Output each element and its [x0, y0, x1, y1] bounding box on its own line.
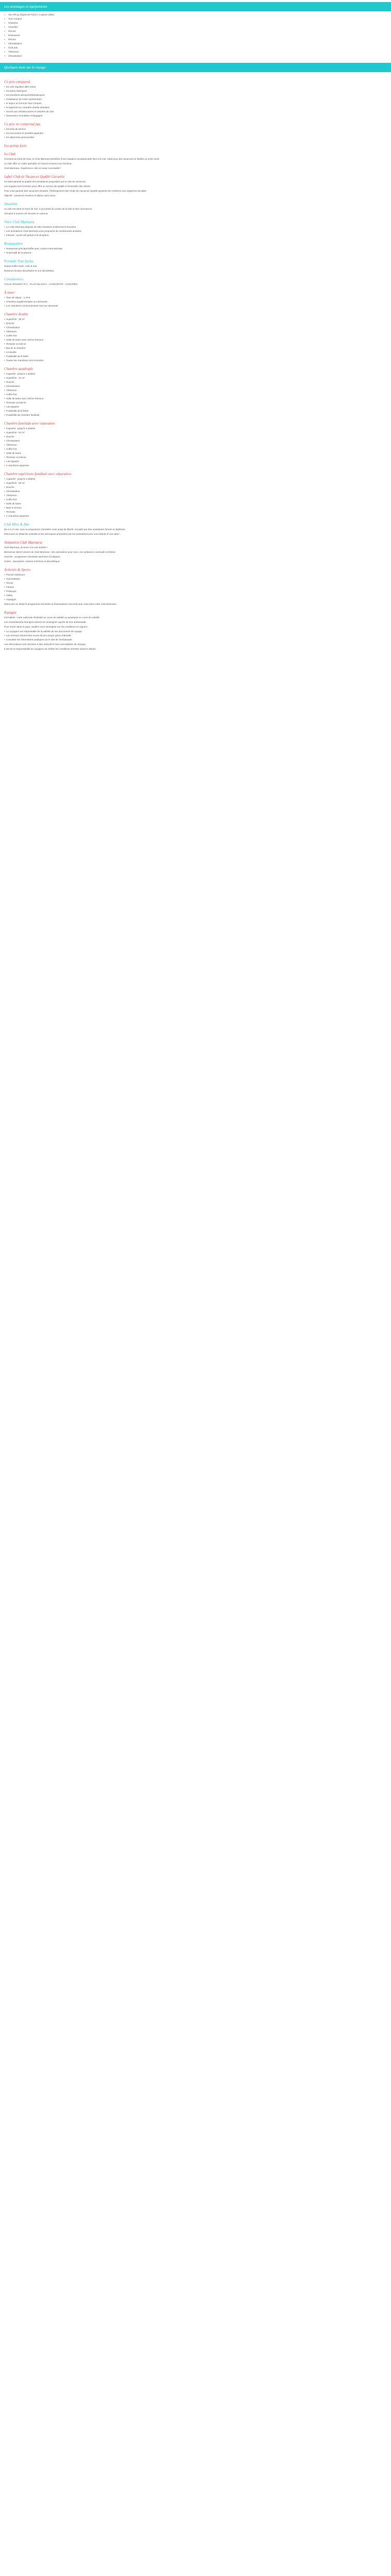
bullet-item: • Chambre supplémentaire sur demande. [4, 300, 387, 303]
section-bullets [4, 478, 387, 518]
bullet-item: • Coffre-fort [4, 498, 387, 501]
section-heading: Votre Club Marmara [4, 220, 35, 224]
bullet-item: • Terrasse ou balcon [4, 401, 387, 404]
bullet-item: • les transferts aéroport/hôtel/aéroport [4, 94, 387, 97]
section-paragraph: Journée : programme d'activités sportives et ludiques. [4, 555, 61, 558]
bullet-item: • Lits séparés [4, 460, 387, 463]
bullet-item: • les taxes d'aéroport [4, 90, 387, 93]
section-heading: Coordonnées [4, 277, 24, 281]
info-section [4, 144, 387, 147]
section-bullets [4, 247, 387, 255]
section-heading: À noter [4, 291, 15, 295]
info-section [4, 422, 387, 467]
section-paragraph: De 4 à 17 ans, tout un programme d'activités mais aussi de liberté, encadré par des animateurs formés et diplômés. [4, 528, 126, 531]
bullet-item: • Douche [4, 435, 387, 438]
info-section [4, 221, 387, 237]
bullet-item: • Terrasse [4, 511, 387, 514]
bullet-item: • Bain à remous [4, 506, 387, 510]
bullet-item: • Télévision [4, 444, 387, 447]
bullet-item: • Télévision [4, 330, 387, 333]
equipment-item: • Vol A/R au départ de Paris (+4 autres villes) [0, 13, 391, 16]
section-heading: Le Club [4, 152, 16, 156]
info-section [4, 242, 387, 255]
section-paragraph: Il est de la responsabilité du voyageur de vérifier les conditions d'entrée avant le départ. [4, 648, 96, 650]
bullet-item: • 2 chambres séparées [4, 464, 387, 467]
section-paragraph: Le club offre un cadre agréable où chacun trouvera son bonheur. [4, 162, 72, 165]
section-heading: Les points forts [4, 144, 27, 148]
bullet-item: • Lits séparés [4, 405, 387, 409]
info-section [4, 123, 387, 139]
bullet-item: • Télévision [4, 389, 387, 392]
bullet-item: • Lit double [4, 351, 387, 354]
bullet-item: • Aquagym [4, 598, 387, 601]
section-bullets [4, 86, 387, 117]
bullet-item: • Taxe de séjour : 1,75 € [4, 296, 387, 299]
bullet-item: • Le voyageur est responsable de la validité de ses documents de voyage. [4, 630, 387, 633]
section-heading: Chambre double [4, 312, 28, 316]
bullet-item: • 2 chambres séparées [4, 515, 387, 518]
info-section [4, 541, 387, 563]
section-bullets [4, 128, 387, 139]
info-section [4, 152, 387, 170]
equipment-item: • Chambre [0, 22, 391, 25]
section-heading: Chambre quadruple [4, 367, 34, 371]
section-bullets [4, 372, 387, 417]
bullet-item: • Les animateurs Club Marmara vous proposent de nombreuses activités. [4, 230, 387, 233]
section-paragraph: Formalités : carte nationale d'identité en cours de validité ou passeport en cours de validité. [4, 616, 100, 619]
bullet-item: • les vols réguliers aller-retour [4, 86, 387, 89]
bullet-item: • Capacité : jusqu'à 4 adultes [4, 372, 387, 376]
info-section [4, 260, 387, 273]
bullet-item: • Le Club Marmara dispose de 250 chambres entièrement rénovées. [4, 226, 387, 229]
section-bullets [4, 573, 387, 601]
section-bullets [4, 296, 387, 308]
bullet-item: • Superficie : 60 m² [4, 482, 387, 485]
section-paragraph: Repas buffet matin, midi et soir. [4, 265, 38, 267]
bullet-item: • Volley [4, 594, 387, 597]
bullet-item: • Terrasse ou balcon [4, 456, 387, 459]
bullet-item: • Capacité : jusqu'à 4 adultes [4, 427, 387, 430]
section-banner-trip: Quelques mots sur le voyage [0, 63, 391, 72]
section-paragraph: Les ressortissants étrangers doivent se renseigner auprès de leur ambassade. [4, 621, 87, 623]
section-heading: Chambre supérieure familiale avec séparation [4, 472, 72, 476]
bullet-item: • Internet : accès wifi gratuit à la réception. [4, 234, 387, 237]
bullet-item: • Coffre-fort [4, 334, 387, 337]
section-heading: Espagne [4, 611, 17, 615]
bullet-item: • Possibilité de chambre familiale [4, 414, 387, 417]
info-section [4, 278, 387, 286]
info-section [4, 367, 387, 417]
bullet-item: • Salle de bains [4, 452, 387, 455]
bullet-item: • Salle de bains avec sèche-cheveux [4, 338, 387, 342]
equipment-item: • Piscine [0, 30, 391, 33]
bullet-item: • Tennis [4, 582, 387, 585]
section-heading: Club Mini & Ado [4, 522, 29, 527]
bullet-item: • Bar de la chambre [4, 347, 387, 350]
bullet-item: • Douche [4, 486, 387, 489]
bullet-item: • les excursions et activités payantes [4, 132, 387, 135]
bullet-item: • Climatisation [4, 385, 387, 388]
bullet-item: • l'assistance de notre représentant [4, 98, 387, 101]
bullet-item: • Les chambres communicantes sont sur demande. [4, 304, 387, 308]
equipment-list [0, 13, 391, 58]
bullet-item: • Climatisation [4, 490, 387, 493]
section-heading: Chambre familiale avec séparation [4, 421, 55, 426]
info-section [4, 313, 387, 362]
bullet-item: • Gymnastique [4, 578, 387, 581]
section-heading: Animation Club Marmara [4, 540, 42, 545]
section-bullets [4, 427, 387, 467]
bullet-item: • Salle de bains avec sèche-cheveux [4, 397, 387, 400]
info-section [4, 611, 387, 629]
section-paragraph: Club Marmara, du lever à la nuit tombée ! [4, 546, 48, 549]
content [0, 72, 391, 651]
bullet-item: • Consulter les informations pratiques sur le site de l'ambassade. [4, 638, 387, 641]
info-section [4, 523, 387, 536]
info-section [4, 175, 387, 197]
section-bullets [4, 226, 387, 237]
bullet-item: • Coffre-fort [4, 448, 387, 451]
bullet-item: • Climatisation [4, 326, 387, 329]
section-paragraph: Retrouvez en détail les activités et les animations proposées par les animateurs pour vos enfants et vos ados ! [4, 533, 120, 535]
bullet-item: • Possibilité de lit bébé [4, 355, 387, 358]
section-paragraph: Aéroport à environ 20 minutes en autocar. [4, 212, 48, 215]
section-heading: Activités & Sports [4, 568, 30, 572]
bullet-item: • Piscine extérieure [4, 573, 387, 577]
section-paragraph: Le club est situé en bord de mer, à proximité du centre de la ville et des commerces. [4, 208, 93, 210]
section-paragraph: Pour entrer dans le pays, veuillez vous renseigner sur les conditions en vigueur. [4, 625, 88, 628]
section-bullets [4, 630, 387, 641]
bullet-item: • Toutes les chambres sont rénovées [4, 359, 387, 362]
bullet-item: • le séjour en formule Tout Compris [4, 102, 387, 105]
section-paragraph: CALLE HIGUERA N°2 - PLAYA BLANCA - LANZAROTE - CANARIES [4, 283, 78, 285]
section-heading: Formule Tout Inclus [4, 259, 34, 263]
bullet-item: • Douche [4, 381, 387, 384]
equipment-item: • Restaurant [0, 34, 391, 37]
section-heading: Situation [4, 202, 18, 206]
equipment-item: • Tout compris [0, 18, 391, 21]
bullet-item: • Climatisation [4, 439, 387, 443]
bullet-item: • le logement en chambre double standard [4, 106, 387, 109]
bullet-item: • Snack-grill de la piscine. [4, 251, 387, 255]
info-section [4, 603, 387, 606]
equipment-item: • Club ado [0, 46, 391, 49]
equipment-item: • Transfert [0, 26, 391, 29]
section-paragraph: Les équipes sont formées pour offrir un service de qualité à l'ensemble des clients. [4, 185, 91, 188]
bullet-item: • Les mineurs doivent être munis de leur propre pièce d'identité. [4, 634, 387, 637]
section-heading: Label Club de Vacances Qualité Garantie [4, 175, 65, 179]
page [0, 2, 391, 651]
bullet-item: • Superficie : 30 m² [4, 318, 387, 321]
info-section [4, 568, 387, 601]
equipment-item: • Climatisation [0, 42, 391, 45]
info-section [4, 202, 387, 215]
section-paragraph: Soirée : spectacles, soirées à thèmes et discothèque. [4, 560, 60, 563]
info-section [4, 643, 387, 651]
section-banner-equipment: Les avantages et équipements [0, 2, 391, 11]
info-section [4, 80, 387, 117]
bullet-item: • Restaurant principal buffet avec cuisine internationale. [4, 247, 387, 250]
bullet-item: • Coffre-fort [4, 393, 387, 396]
section-paragraph: Club Marmara, l'expérience club en toute convivialité ! [4, 167, 61, 170]
bullet-item: • Fitness [4, 586, 387, 589]
bullet-item: • Salle de bains [4, 502, 387, 505]
info-section [4, 472, 387, 518]
bullet-item: • les dépenses personnelles [4, 136, 387, 139]
bullet-item: • Terrasse ou balcon [4, 343, 387, 346]
bullet-item: • les frais de service [4, 128, 387, 131]
section-paragraph: Construit au bord de l'eau, le Club Marmara bénéficie d'une situation exceptionnelle face à la mer. Idéal pour des vacances en famille ou entre amis. [4, 158, 160, 160]
equipment-item: • Piscine [0, 38, 391, 41]
bullet-item: • Capacité : jusqu'à 4 adultes [4, 478, 387, 481]
section-paragraph: Objectif : vacances réussies et séjour sans souci. [4, 194, 56, 197]
section-heading: Ce prix ne comprend pas [4, 122, 41, 126]
section-bullets [4, 318, 387, 362]
bullet-item: • l'assurance Annulation et Bagages [4, 114, 387, 117]
bullet-item: • l'accès aux infrastructures et activités du club [4, 110, 387, 113]
section-paragraph: Ce label garantit la qualité des prestations proposées par le club de vacances. [4, 180, 87, 183]
section-paragraph: Pour vous garantir des vacances réussies, l'hébergement des Clubs de vacances Qualité garantie est conforme aux exigences du label. [4, 190, 147, 192]
section-paragraph: Bienvenue dans l'univers du Club Marmara : des animations pour tous, une ambiance conviviale et festive. [4, 551, 116, 553]
section-heading: Restauration [4, 242, 23, 246]
info-section [4, 630, 387, 641]
section-heading: Ce prix comprend [4, 80, 30, 84]
section-paragraph: Les informations sont données à titre indicatif et sont susceptibles de changer. [4, 643, 87, 646]
bullet-item: • Douche [4, 322, 387, 325]
bullet-item: • Pétanque [4, 590, 387, 593]
bullet-item: • Télévision [4, 494, 387, 497]
section-paragraph: Boissons locales alcoolisées et non alcoolisées. [4, 269, 55, 272]
info-section [4, 291, 387, 308]
bullet-item: • Superficie : 51 m² [4, 431, 387, 434]
section-paragraph: Retrouvez en détail le programme d'activités et d'animations concocté pour vous dans votre Club Marmara. [4, 603, 117, 605]
bullet-item: • Superficie : 31 m² [4, 377, 387, 380]
bullet-item: • Possibilité de lit bébé [4, 410, 387, 413]
equipment-item: • Climatisation [0, 55, 391, 58]
equipment-item: • Télévision [0, 50, 391, 54]
